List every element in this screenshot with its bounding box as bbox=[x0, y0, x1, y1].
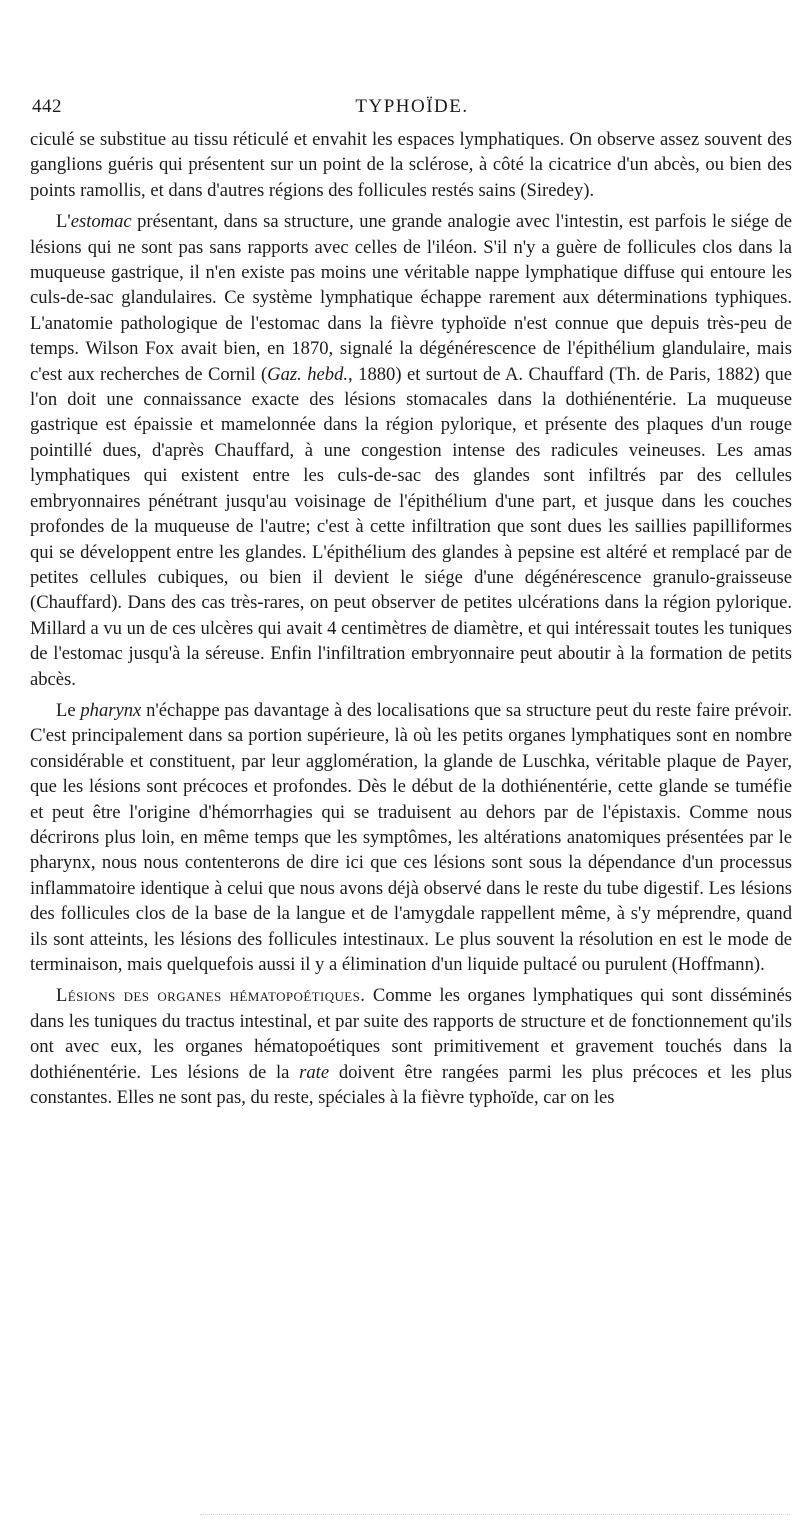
text-segment: présentant, dans sa structure, une grande analogie avec l'intestin, est parfois le siége de lésions qui ne sont pas sans rapports avec celles de l'iléon. S'il n'y a guère de follicules clos dans la muqueuse gastrique, il n'en existe pas moins une véritable nappe lymphatique diffuse qui entoure les culs-de-sac glandulaires. Ce système lymphatique échappe rarement aux déterminations typhiques. L'anatomie pathologique de l'estomac dans la fièvre typhoïde n'est connue que depuis très-peu de temps. Wilson Fox avait bien, en 1870, signalé la dégénérescence de l'épithélium glandulaire, mais c'est aux recherches de Cornil ( bbox=[30, 211, 792, 385]
text-segment: n'échappe pas davantage à des localisations que sa structure peut du reste faire prévoir. C'est principalement dans sa portion supérieure, là où les petits organes lymphatiques sont en nombre considérable et constituent, par leur agglomération, la glande de Luschka, véritable plaque de Payer, que les lésions sont précoces et profondes. Dès le début de la dothiénentérie, cette glande se tuméfie et peut être l'origine d'hémorrhagies qui se traduisent au dehors par de l'épistaxis. Comme nous décrirons plus loin, en même temps que les symptômes, les altérations anatomiques présentées par le pharynx, nous nous contenterons de dire ici que ces lésions sont sous la dépendance d'un processus inflammatoire identique à celui que nous avons déjà observé dans le reste du tube digestif. Les lésions des follicules clos de la base de la langue et de l'amygdale rappellent même, à s'y méprendre, quand ils sont atteints, les lésions des follicules intestinaux. Le plus souvent la résolution en est le mode de terminaison, mais quelquefois aussi il y a élimination d'un liquide pultacé ou purulent (Hoffmann). bbox=[30, 699, 792, 975]
running-title: TYPHOÏDE. bbox=[355, 96, 469, 117]
paragraph-lymph-ganglions bbox=[30, 127, 792, 203]
text-segment: doivent être rangées parmi les plus précoces et les plus constantes. Elles ne sont pas, du reste, spéciales à la fièvre typhoïde, car on les bbox=[30, 1061, 792, 1109]
term-rate: rate bbox=[299, 1061, 330, 1083]
text-segment: , 1880) et surtout de A. Chauffard (Th. de Paris, 1882) que l'on doit une connaissance exacte des lésions stomacales dans la dothiénentérie. La muqueuse gastrique est épaissie et mamelonnée dans la région pylorique, et présente des plaques d'un rouge pointillé dues, d'après Chauffard, à une congestion intense des radicules veineuses. Les amas lymphatiques qui existent entre les culs-de-sac des glandes sont infiltrés par des cellules embryonnaires pénétrant jusqu'au voisinage de l'épithélium d'une part, et jusque dans les couches profondes de la muqueuse de l'autre; c'est à cette infiltration que sont dues les saillies papilliformes qui se développent entre les glandes. L'épithélium des glandes à pepsine est altéré et remplacé par de petites cellules cubiques, ou bien il devient le siége d'une dégénérescence granulo-graisseuse (Chauffard). Dans des cas très-rares, on peut observer de petites ulcérations dans la région pylorique. Millard a vu un de ces ulcères qui avait 4 centimètres de diamètre, et qui intéressait toutes les tuniques de l'estomac jusqu'à la séreuse. Enfin l'infiltration embryonnaire peut aboutir à la formation de petits abcès. bbox=[30, 363, 792, 690]
citation-gaz-hebd: Gaz. hebd. bbox=[267, 363, 349, 385]
section-heading: Lésions des organes hématopoétiques. bbox=[56, 985, 366, 1007]
paragraph-organes-hematopoetiques bbox=[30, 983, 792, 1110]
term-estomac: estomac bbox=[70, 211, 132, 233]
page-number: 442 bbox=[32, 96, 62, 117]
text-segment: Le bbox=[56, 699, 81, 721]
text-segment: Comme les organes lymphatiques qui sont disséminés dans les tuniques du tractus intestinal, et par suite des rapports de structure et de fonctionnement qu'ils ont avec eux, les organes hématopoétiques sont primitivement et gravement touchés dans la dothiénentérie. Les lésions de la bbox=[30, 985, 792, 1083]
text-segment: ciculé se substitue au tissu réticulé et envahit les espaces lymphatiques. On observe assez souvent des ganglions guéris qui présentent sur un point de la sclérose, à côté la cicatrice d'un abcès, ou bien des points ramollis, et dans d'autres régions des follicules restés sains (Siredey). bbox=[30, 129, 792, 201]
running-head bbox=[32, 96, 792, 124]
text-segment: L' bbox=[56, 211, 71, 233]
body-text bbox=[30, 127, 792, 1110]
term-pharynx: pharynx bbox=[80, 699, 142, 721]
paragraph-pharynx bbox=[30, 698, 792, 977]
scan-artifact-line bbox=[200, 1500, 790, 1515]
paragraph-estomac bbox=[30, 209, 792, 692]
